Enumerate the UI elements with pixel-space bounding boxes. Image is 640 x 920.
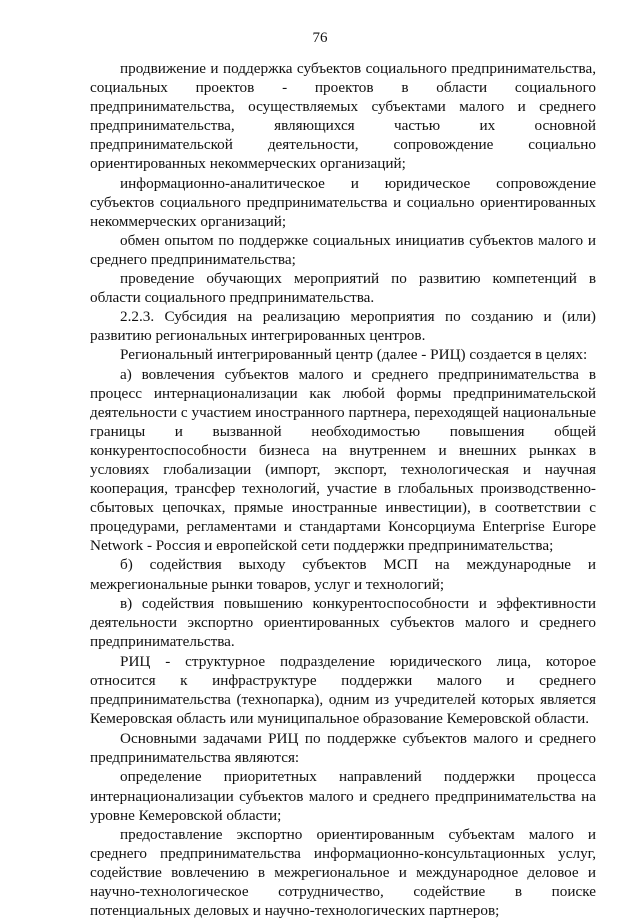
paragraph-info-legal-support: информационно-аналитическое и юридическое сопровождение субъектов социального предпринимательства и социально ориентированных некоммерческих организаций; (90, 174, 596, 230)
paragraph-training-events: проведение обучающих мероприятий по развитию компетенций в области социального предпринимательства. (90, 270, 596, 307)
paragraph-ric-definition: РИЦ - структурное подразделение юридического лица, которое относится к инфраструктуре поддержки малого и среднего предпринимательства (технопарка), одним из учредителей которых является Кемеровская область или муниципальное образование Кемеровской области. (90, 652, 596, 728)
paragraph-social-entrepreneurship-promotion: продвижение и поддержка субъектов социального предпринимательства, социальных проектов - проектов в области социального предпринимательства, осуществляемых субъектами малого и среднего предпринимательства, являющихся частью их основной предпринимательской деятельности, сопровождение социально ориентированных некоммерческих организаций; (90, 60, 596, 173)
paragraph-section-2-2-3: 2.2.3. Субсидия на реализацию мероприятия по созданию и (или) развитию региональных интегрированных центров. (90, 308, 596, 345)
paragraph-task-consulting-services: предоставление экспортно ориентированным субъектам малого и среднего предпринимательства информационно-консультационных услуг, содействие вовлечению в межрегиональное и международное деловое и научно-технологическое сотрудничество, содействие в поиске потенциальных деловых и научно-технологических партнеров; (90, 825, 596, 920)
paragraph-ric-goals-intro: Региональный интегрированный центр (далее - РИЦ) создается в целях: (120, 346, 588, 364)
paragraph-task-priority-directions: определение приоритетных направлений поддержки процесса интернационализации субъектов малого и среднего предпринимательства на уровне Кемеровской области; (90, 768, 596, 824)
paragraph-goal-b: б) содействия выходу субъектов МСП на международные и межрегиональные рынки товаров, услуг и технологий; (90, 556, 596, 593)
paragraph-ric-tasks-intro: Основными задачами РИЦ по поддержке субъектов малого и среднего предпринимательства являются: (90, 730, 596, 767)
document-body (90, 59, 596, 920)
page-number: 76 (312, 30, 328, 46)
paragraph-goal-a: а) вовлечения субъектов малого и среднего предпринимательства в процесс интернационализации как любой формы предпринимательской деятельности с участием иностранного партнера, переходящей национальные границы и вызванной необходимостью повышения общей конкурентоспособности бизнеса на внутреннем и внешних рынках в условиях глобализации (импорт, экспорт, технологическая и научная кооперация, трансфер технологий, участие в глобальных производственно-сбытовых цепочках, прямые иностранные инвестиции), в соответствии с процедурами, регламентами и стандартами Консорциума Enterprise Europe Network - Россия и европейской сети поддержки предпринимательства; (90, 365, 596, 555)
paragraph-experience-exchange: обмен опытом по поддержке социальных инициатив субъектов малого и среднего предпринимательства; (90, 231, 596, 268)
paragraph-goal-c: в) содействия повышению конкурентоспособности и эффективности деятельности экспортно ориентированных субъектов малого и среднего предпринимательства. (90, 594, 596, 650)
